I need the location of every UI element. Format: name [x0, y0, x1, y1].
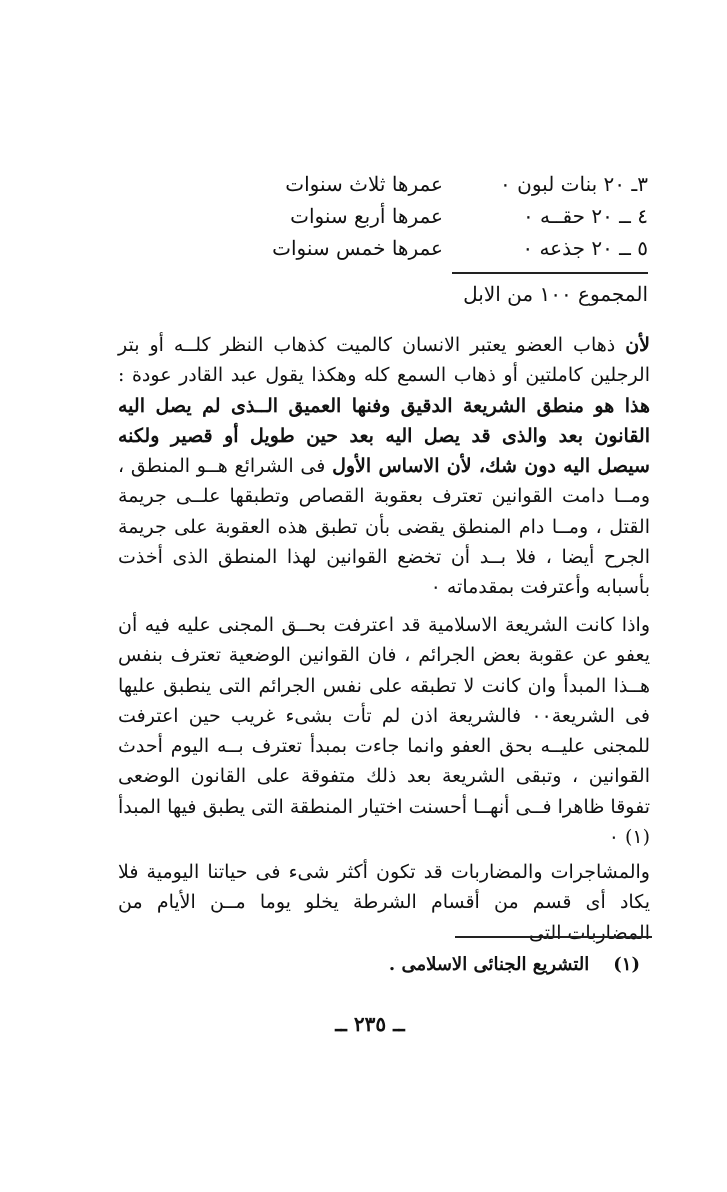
table-row	[228, 172, 648, 204]
paragraph-3: والمشاجرات والمضاربات قد تكون أكثر شىء فى حياتنا اليومية فلا يكاد أى قسم من أقسام الشرطة يخلو يوما مــن الأيام من المضاربات التى	[118, 861, 650, 944]
paragraph-2: واذا كانت الشريعة الاسلامية قد اعترفت بحــق المجنى عليه فيه أن يعفو عن عقوبة بعض الجرائم ، فان القوانين الوضعية تعترف بنفس هــذا المبدأ وان كانت لا تطبقه على نفس الجرائم التى ينطبق عليها فى الشريعة٠٠ فالشريعة اذن لم تأت بشىء غريب حين اعترفت للمجنى عليــه بحق العفو وانما جاءت بمبدأ تعترف بــه اليوم أحدث القوانين ، وتبقى الشريعة بعد ذلك متفوقة على القانون الوضعى تفوقا ظاهرا فــى أنهــا أحسنت اختيار المنطقة التى يطبق فيها المبدأ (١) ٠	[118, 614, 650, 849]
table-row-item: ٥ ــ ٢٠ جذعه ٠	[522, 236, 648, 260]
table-row-age: عمرها ثلاث سنوات	[285, 172, 443, 196]
table-row-age: عمرها خمس سنوات	[272, 236, 443, 260]
page-number: ــ ٢٣٥ ــ	[335, 1012, 405, 1036]
table-row-age: عمرها أربع سنوات	[290, 204, 443, 228]
paragraph-1	[118, 330, 650, 603]
table-row-item: ٣ـ ٢٠ بنات لبون ٠	[500, 172, 648, 196]
total-divider	[452, 272, 648, 274]
footnote-text: التشريع الجنائى الاسلامى .	[388, 954, 590, 975]
paragraph-1-bold: هذا هو منطق الشريعة الدقيق وفنها العميق الــذى لم يصل اليه القانون بعد والذى قد يصل اليه بعد حين طويل أو قصير ولكنه سيصل اليه دون شك، لأن الاساس الأول	[118, 394, 650, 478]
footnote-number: (١)	[613, 954, 640, 975]
table-row-item: ٤ ــ ٢٠ حقــه ٠	[522, 204, 648, 228]
paragraph-1-text-2: فى الشرائع هــو المنطق ، ومــا دامت القوانين تعترف بعقوبة القصاص وتطبقها علــى جريمة القتل ، ومــا دام المنطق يقضى بأن تطبق هذه العقوبة على جريمة الجرح أيضا ، فلا بــد أن تخضع القوانين لهذا المنطق الذى أخذت بأسبابه وأعترفت بمقدماته ٠	[118, 455, 650, 599]
paragraph-1-lead: لأن	[625, 334, 650, 356]
footnote-divider	[455, 936, 652, 938]
table-row	[228, 236, 648, 268]
camel-count-table	[228, 172, 648, 268]
paragraph-1-text: ذهاب العضو يعتبر الانسان كالميت كذهاب النظر كلــه أو بتر الرجلين كاملتين أو ذهاب السمع كله وهكذا يقول عبد القادر عودة :	[118, 334, 650, 387]
table-total: المجموع ١٠٠ من الابل	[463, 282, 648, 306]
footnote	[330, 954, 640, 975]
table-row	[228, 204, 648, 236]
